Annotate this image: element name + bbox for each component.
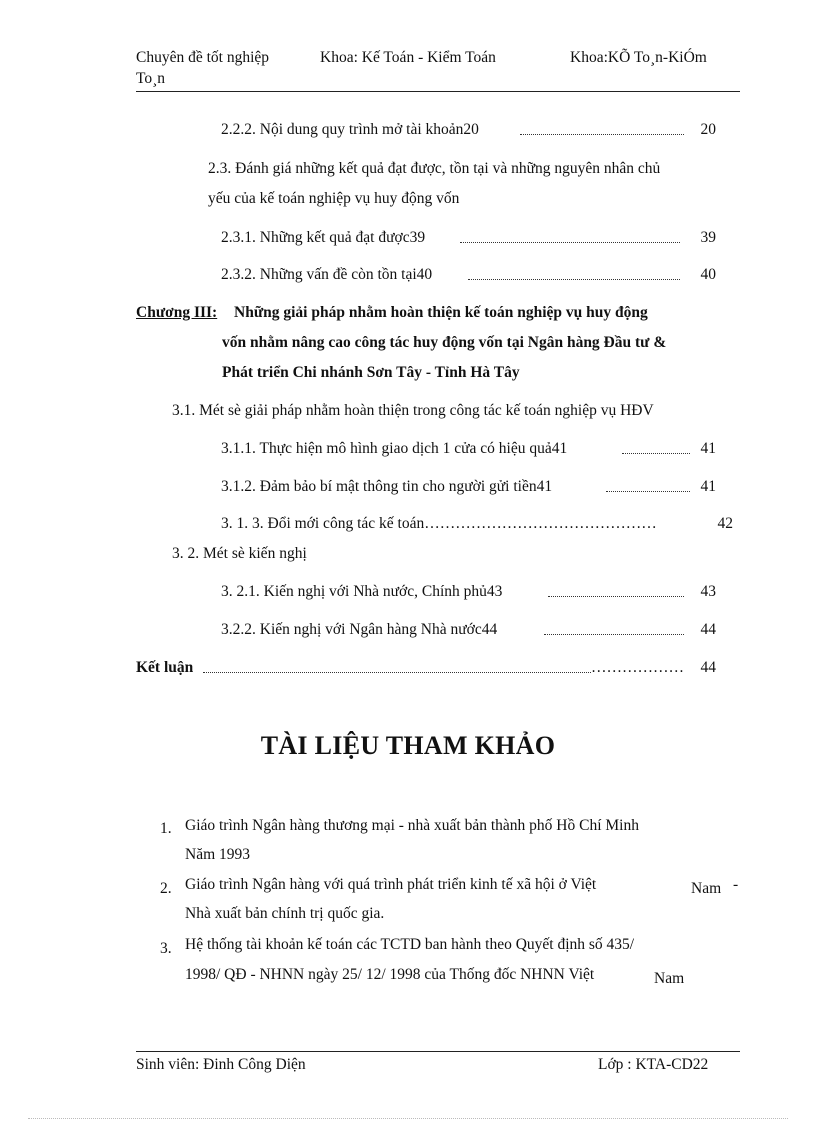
- toc-entry-2-3-2: 2.3.2. Những vấn đề còn tồn tại40: [221, 266, 433, 283]
- reference-2-line1: Giáo trình Ngân hàng với quá trình phát triển kinh tế xã hội ở Việt: [185, 876, 597, 893]
- header-center: Khoa: Kế Toán - Kiểm Toán: [320, 49, 496, 66]
- header-rule: [136, 91, 740, 92]
- toc-entry-3-2-2: 3.2.2. Kiến nghị với Ngân hàng Nhà nước44: [221, 621, 498, 638]
- toc-page-number: 44: [700, 621, 716, 638]
- footer-class: Lớp : KTA-CD22: [598, 1056, 709, 1073]
- reference-number: 3.: [160, 940, 172, 957]
- toc-page-number: 39: [700, 229, 716, 246]
- toc-page-number: 43: [700, 583, 716, 600]
- toc-leader-dots: [460, 242, 680, 243]
- toc-page-number: 20: [700, 121, 716, 138]
- toc-entry-2-2-2: 2.2.2. Nội dung quy trình mở tài khoản20: [221, 121, 479, 138]
- toc-page-number: 44: [700, 659, 716, 676]
- toc-entry-2-3-line1: 2.3. Đánh giá những kết quả đạt được, tồn tại và những nguyên nhân chủ: [208, 160, 661, 177]
- toc-entry-3-1-3: 3. 1. 3. Đổi mới công tác kế toán………………………………………: [221, 515, 657, 532]
- page-bottom-border: [28, 1118, 788, 1119]
- toc-leader-dots: [203, 672, 591, 673]
- reference-3-line2: 1998/ QĐ - NHNN ngày 25/ 12/ 1998 của Thống đốc NHNN Việt: [185, 966, 595, 983]
- toc-page-number: 42: [717, 515, 733, 532]
- toc-leader-dots: [468, 279, 680, 280]
- footer-rule: [136, 1051, 740, 1052]
- chapter-3-title-line2: vốn nhằm nâng cao công tác huy động vốn tại Ngân hàng Đầu tư &: [222, 334, 667, 351]
- toc-page-number: 41: [700, 440, 716, 457]
- toc-page-number: 41: [700, 478, 716, 495]
- reference-number: 2.: [160, 880, 172, 897]
- toc-entry-2-3-line2: yếu của kế toán nghiệp vụ huy động vốn: [208, 190, 460, 207]
- header-right: Khoa:KÕ To¸n-KiÓm: [570, 49, 707, 66]
- reference-1-line1: Giáo trình Ngân hàng thương mại - nhà xuất bản thành phố Hồ Chí Minh: [185, 817, 639, 834]
- toc-leader-dots: [548, 596, 684, 597]
- reference-2-line2: Nhà xuất bản chính trị quốc gia.: [185, 905, 385, 922]
- toc-entry-3-1-2: 3.1.2. Đảm bảo bí mật thông tin cho người gửi tiền41: [221, 478, 553, 495]
- toc-leader-dots: [520, 134, 684, 135]
- chapter-3-title-line3: Phát triển Chi nhánh Sơn Tây - Tỉnh Hà Tây: [222, 364, 520, 381]
- toc-page-number: 40: [700, 266, 716, 283]
- reference-3-line2-tail: Nam: [654, 970, 685, 987]
- toc-entry-3-1-1: 3.1.1. Thực hiện mô hình giao dịch 1 cửa có hiệu quả41: [221, 440, 568, 457]
- toc-entry-2-3-1: 2.3.1. Những kết quả đạt được39: [221, 229, 426, 246]
- header-left-line2: To¸n: [136, 70, 166, 87]
- chapter-3-label: Chương III:: [136, 304, 218, 321]
- reference-2-line1-tail: Nam: [691, 880, 722, 897]
- toc-leader-dots: [544, 634, 684, 635]
- toc-entry-3-1: 3.1. Mét sè giải pháp nhằm hoàn thiện trong công tác kế toán nghiệp vụ HĐV: [172, 402, 654, 419]
- chapter-3-title-line1: Những giải pháp nhằm hoàn thiện kế toán nghiệp vụ huy động: [234, 304, 648, 321]
- reference-number: 1.: [160, 820, 172, 837]
- toc-entry-3-2: 3. 2. Mét sè kiến nghị: [172, 545, 307, 562]
- header-left-line1: Chuyên đề tốt nghiệp: [136, 49, 270, 66]
- reference-3-line1: Hệ thống tài khoản kế toán các TCTD ban hành theo Quyết định số 435/: [185, 936, 635, 953]
- references-title: TÀI LIỆU THAM KHẢO: [260, 731, 556, 760]
- toc-leader-tail: ………………: [591, 659, 684, 676]
- reference-2-line1-end: -: [733, 876, 739, 893]
- toc-entry-3-2-1: 3. 2.1. Kiến nghị với Nhà nước, Chính phủ43: [221, 583, 503, 600]
- footer-student: Sinh viên: Đinh Công Diện: [136, 1056, 306, 1073]
- reference-1-line2: Năm 1993: [185, 846, 251, 863]
- toc-entry-conclusion: Kết luận: [136, 659, 194, 676]
